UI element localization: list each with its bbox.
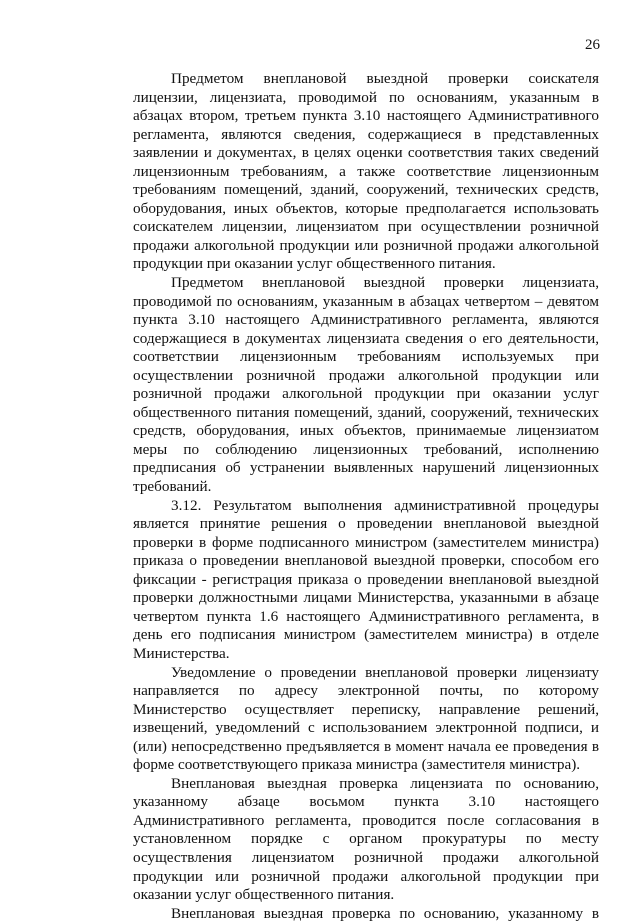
paragraph-section-3-12-result: 3.12. Результатом выполнения административной процедуры является принятие решения о проведении внеплановой выездной проверки в форме подписанного министром (заместителем министра) приказа о проведении внеплановой выездной проверки, способом его фиксации - регистрация приказа о проведении внеплановой выездной проверки должностными лицами Министерства, указанными в абзаце четвертом пункта 1.6 настоящего Административного регламента, в день его подписания министром (заместителем министра) в отделе Министерства. bbox=[133, 496, 599, 662]
paragraph-notification: Уведомление о проведении внеплановой проверки лицензиату направляется по адресу электронной почты, по которому Министерство осуществляет переписку, направление решений, извещений, уведомлений с использованием электронной подписи, и (или) непосредственно предъявляется в момент начала ее проведения в форме соответствующего приказа министра (заместителя министра). bbox=[133, 663, 599, 774]
paragraph-continued: Внеплановая выездная проверка по основанию, указанному в bbox=[171, 904, 599, 922]
paragraph-licensee-inspection-subject: Предметом внеплановой выездной проверки лицензиата, проводимой по основаниям, указанным в абзацах четвертом – девятом пункта 3.10 настоящего Административного регламента, являются содержащиеся в документах лицензиата сведения о его деятельности, соответствии лицензионным требованиям используемых при осуществлении розничной продажи алкогольной продукции или розничной продажи алкогольной продукции при оказании услуг общественного питания помещений, зданий, сооружений, технических средств, оборудования, иных объектов, принимаемые лицензиатом меры по соблюдению лицензионных требований, исполнению предписания об устранении выявленных нарушений лицензионных требований. bbox=[133, 274, 599, 496]
document-body bbox=[133, 70, 599, 923]
page-number: 26 bbox=[585, 37, 600, 53]
paragraph-prosecutor-approval: Внеплановая выездная проверка лицензиата по основанию, указанному абзаце восьмом пункта 3.10 настоящего Административного регламента, проводится после согласования в установленном порядке с органом прокуратуры по месту осуществления лицензиатом розничной продажи алкогольной продукции или розничной продажи алкогольной продукции при оказании услуг общественного питания. bbox=[133, 774, 599, 904]
paragraph-license-applicant-inspection-subject: Предметом внеплановой выездной проверки соискателя лицензии, лицензиата, проводимой по основаниям, указанным в абзацах втором, третьем пункта 3.10 настоящего Административного регламента, являются сведения, содержащиеся в представленных заявлении и документах, в целях оценки соответствия таких сведений лицензионным требованиям, а также соответствие лицензионным требованиям помещений, зданий, сооружений, технических средств, оборудования, иных объектов, которые предполагается использовать соискателем лицензии, лицензиатом при осуществлении розничной продажи алкогольной продукции или розничной продажи алкогольной продукции при оказании услуг общественного питания. bbox=[133, 70, 599, 273]
